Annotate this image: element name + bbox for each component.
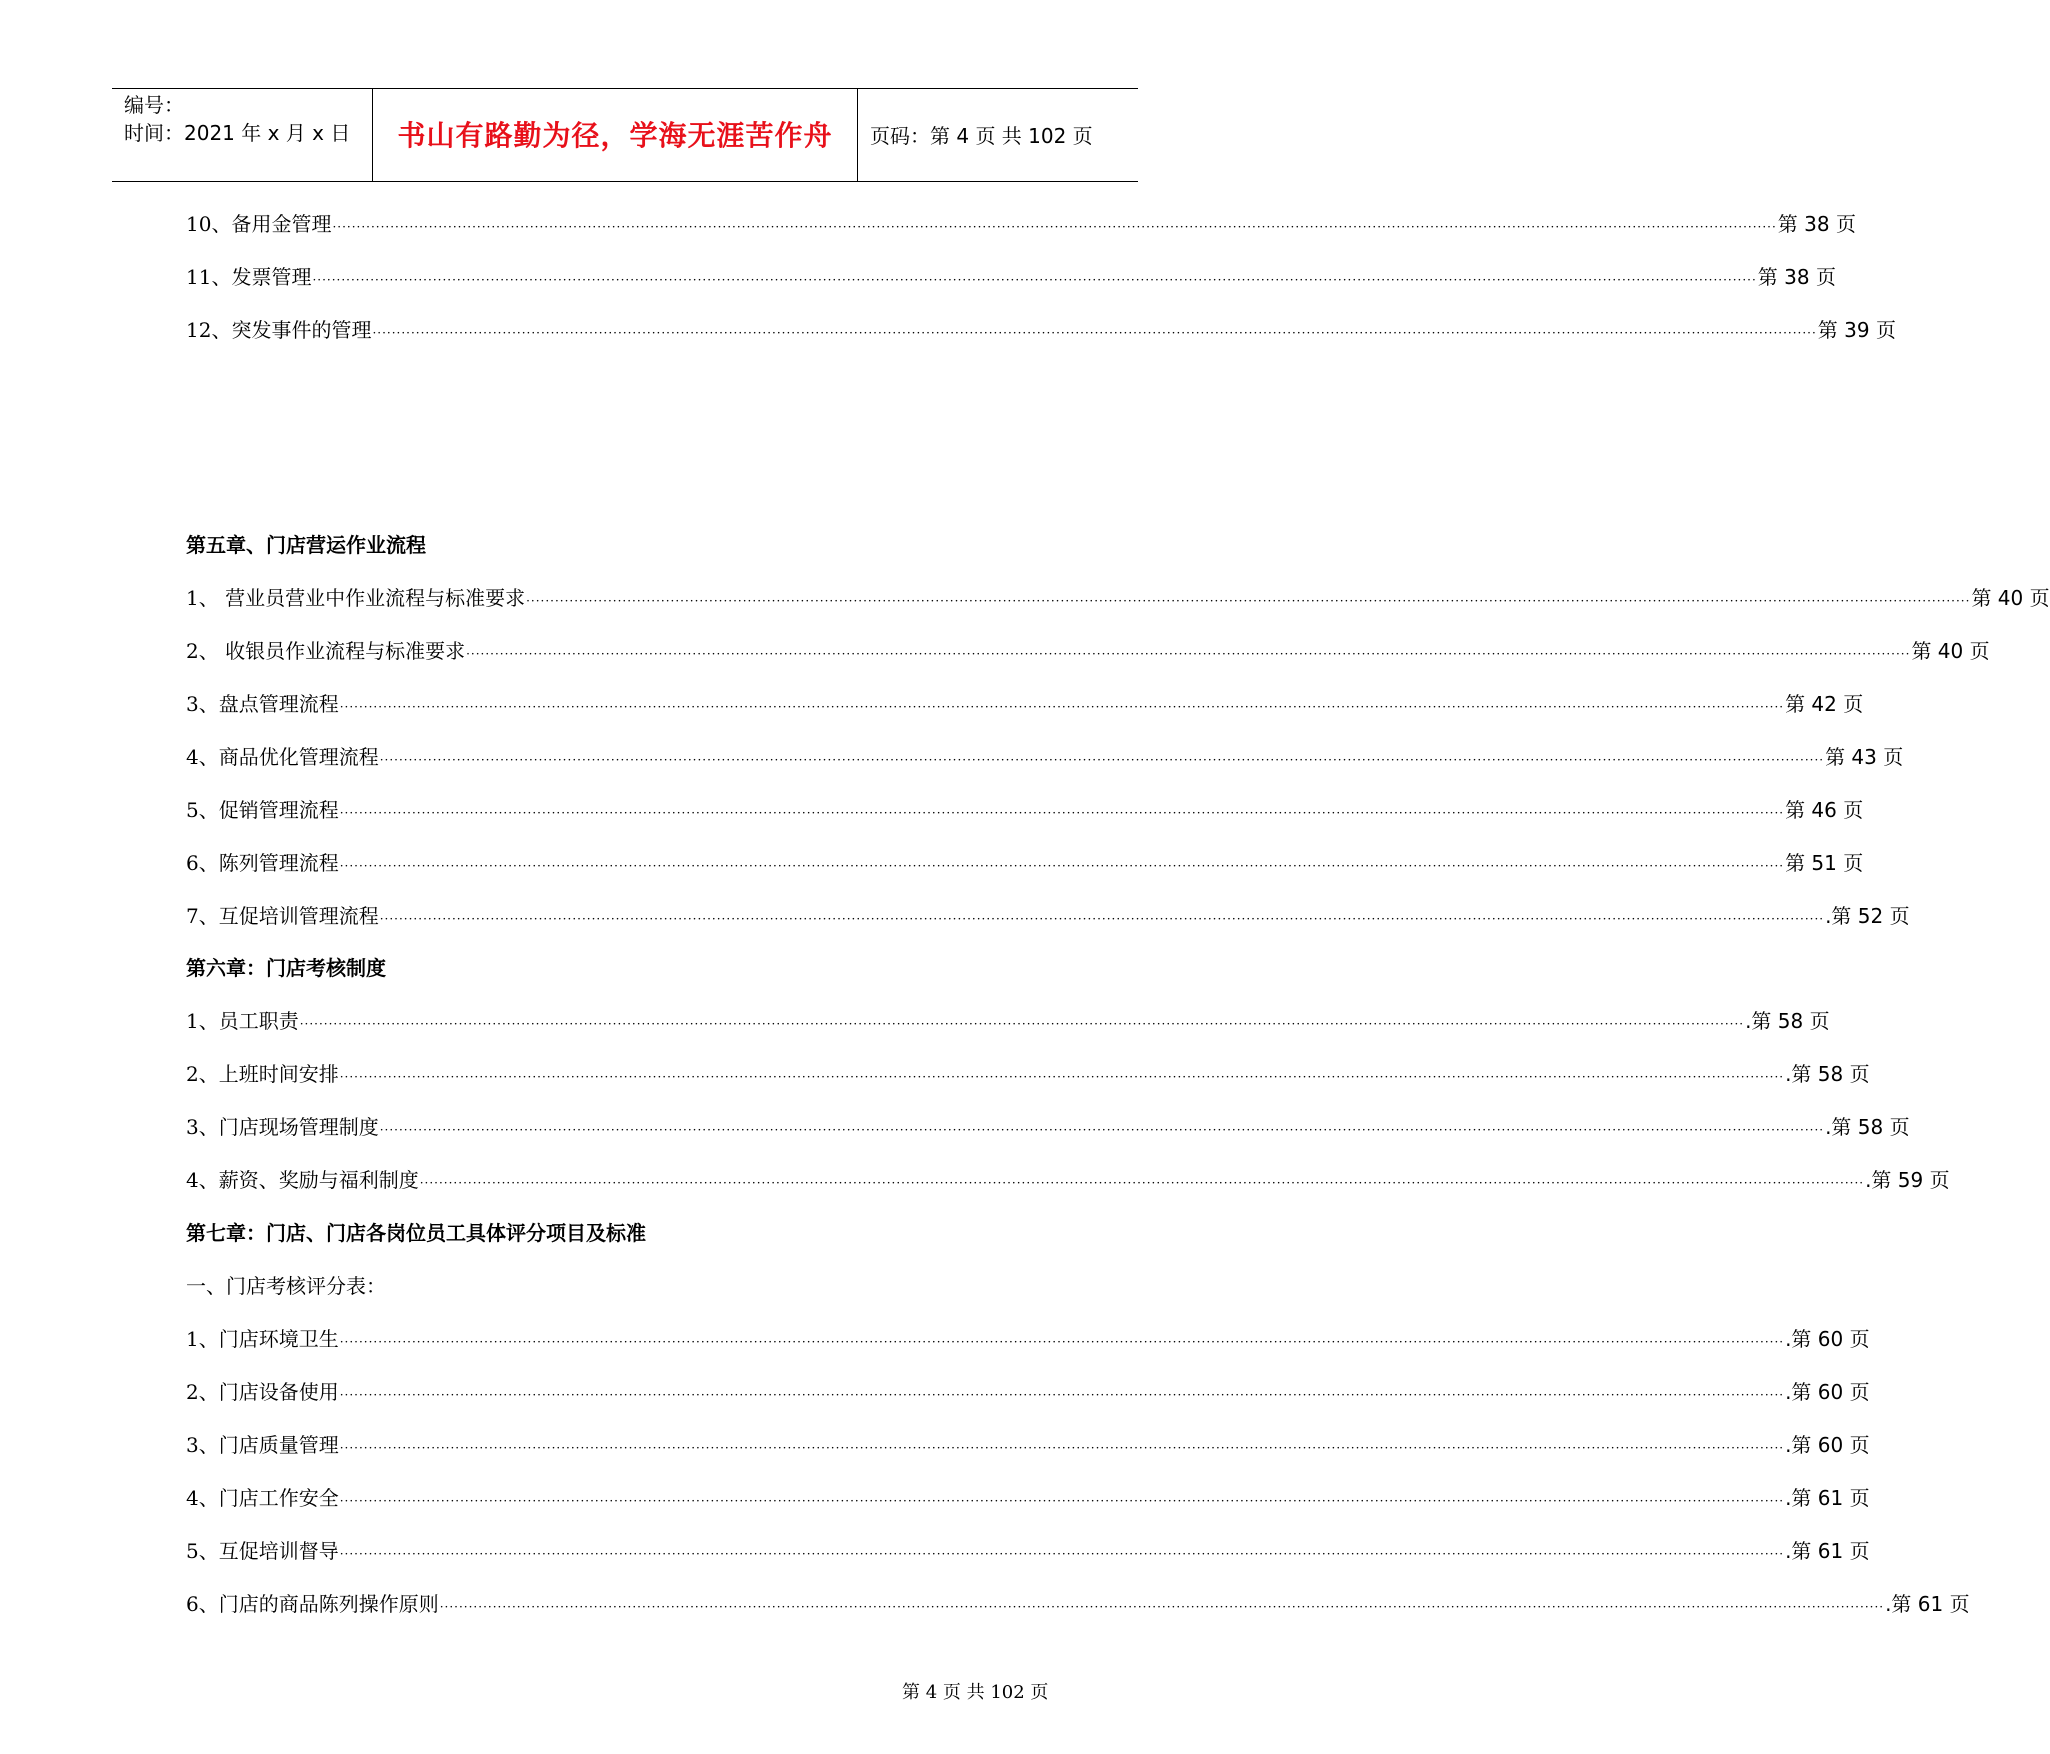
toc-label: 6、门店的商品陈列操作原则 xyxy=(186,1592,439,1616)
toc-leader-dots: ············································································································································································································································································································ xyxy=(299,1017,1745,1031)
toc-label: 2、门店设备使用 xyxy=(186,1380,339,1404)
motto-text: 书山有路勤为径，学海无涯苦作舟 xyxy=(397,119,833,152)
document-time-label: 时间：2021 年 x 月 x 日 xyxy=(124,121,351,145)
toc-page: 第 42 页 xyxy=(1785,692,1864,716)
toc-row[interactable] xyxy=(186,636,1990,666)
toc-page: 第 38 页 xyxy=(1777,212,1856,236)
toc-row[interactable] xyxy=(186,1430,1870,1460)
page-footer: 第 4 页 共 102 页 xyxy=(902,1682,1049,1703)
toc-row[interactable] xyxy=(186,1165,1950,1195)
chapter-heading: 第六章：门店考核制度 xyxy=(186,956,386,980)
section-subtitle: 一、门店考核评分表： xyxy=(186,1274,386,1298)
toc-leader-dots: ············································································································································································································································································································ xyxy=(339,806,1785,820)
toc-page: .第 60 页 xyxy=(1785,1327,1870,1351)
toc-leader-dots: ············································································································································································································································································································ xyxy=(312,273,1757,287)
toc-row[interactable] xyxy=(186,1324,1870,1354)
document-number-label: 编号： xyxy=(124,93,184,117)
toc-row[interactable] xyxy=(186,1112,1910,1142)
toc-leader-dots: ············································································································································································································································································································ xyxy=(466,647,1911,661)
toc-label: 5、互促培训督导 xyxy=(186,1539,339,1563)
toc-page: 第 40 页 xyxy=(1911,639,1990,663)
toc-row[interactable] xyxy=(186,848,1864,878)
toc-page: .第 59 页 xyxy=(1865,1168,1950,1192)
toc-page: 第 46 页 xyxy=(1785,798,1864,822)
toc-label: 10、备用金管理 xyxy=(186,212,332,236)
chapter-heading: 第五章、门店营运作业流程 xyxy=(186,533,426,557)
toc-page: .第 58 页 xyxy=(1825,1115,1910,1139)
toc-label: 2、 收银员作业流程与标准要求 xyxy=(186,639,466,663)
toc-leader-dots: ············································································································································································································································································································ xyxy=(339,1388,1785,1402)
chapter-heading: 第七章：门店、门店各岗位员工具体评分项目及标准 xyxy=(186,1221,646,1245)
toc-page: .第 58 页 xyxy=(1785,1062,1870,1086)
toc-row[interactable] xyxy=(186,1536,1870,1566)
toc-label: 4、门店工作安全 xyxy=(186,1486,339,1510)
toc-leader-dots: ············································································································································································································································································································ xyxy=(332,220,1777,234)
toc-leader-dots: ············································································································································································································································································································ xyxy=(379,912,1825,926)
toc-leader-dots: ············································································································································································································································································································ xyxy=(339,1335,1785,1349)
toc-row[interactable] xyxy=(186,209,1856,239)
toc-row[interactable] xyxy=(186,1483,1870,1513)
toc-leader-dots: ············································································································································································································································································································ xyxy=(339,700,1785,714)
toc-row[interactable] xyxy=(186,689,1864,719)
toc-row[interactable] xyxy=(186,1059,1870,1089)
toc-leader-dots: ············································································································································································································································································································ xyxy=(439,1600,1885,1614)
toc-label: 6、陈列管理流程 xyxy=(186,851,339,875)
toc-label: 4、薪资、奖励与福利制度 xyxy=(186,1168,419,1192)
toc-leader-dots: ············································································································································································································································································································ xyxy=(339,1547,1785,1561)
toc-page: 第 40 页 xyxy=(1971,586,2050,610)
toc-leader-dots: ············································································································································································································································································································ xyxy=(339,1441,1785,1455)
toc-leader-dots: ············································································································································································································································································································ xyxy=(379,753,1825,767)
toc-row[interactable] xyxy=(186,742,1904,772)
toc-label: 1、 营业员营业中作业流程与标准要求 xyxy=(186,586,526,610)
toc-label: 3、门店现场管理制度 xyxy=(186,1115,379,1139)
toc-row[interactable] xyxy=(186,1006,1830,1036)
toc-page: .第 60 页 xyxy=(1785,1380,1870,1404)
toc-page: .第 61 页 xyxy=(1885,1592,1970,1616)
toc-leader-dots: ············································································································································································································································································································ xyxy=(339,859,1785,873)
toc-label: 11、发票管理 xyxy=(186,265,312,289)
toc-row[interactable] xyxy=(186,1589,1970,1619)
toc-label: 5、促销管理流程 xyxy=(186,798,339,822)
toc-label: 3、盘点管理流程 xyxy=(186,692,339,716)
toc-label: 3、门店质量管理 xyxy=(186,1433,339,1457)
toc-leader-dots: ············································································································································································································································································································ xyxy=(372,326,1817,340)
toc-row[interactable] xyxy=(186,583,2050,613)
toc-page: .第 58 页 xyxy=(1745,1009,1830,1033)
toc-leader-dots: ············································································································································································································································································································ xyxy=(526,594,1971,608)
toc-leader-dots: ············································································································································································································································································································ xyxy=(379,1123,1825,1137)
toc-label: 7、互促培训管理流程 xyxy=(186,904,379,928)
toc-label: 2、上班时间安排 xyxy=(186,1062,339,1086)
toc-row[interactable] xyxy=(186,315,1896,345)
toc-leader-dots: ············································································································································································································································································································ xyxy=(339,1070,1785,1084)
toc-page: 第 38 页 xyxy=(1757,265,1836,289)
toc-page: .第 61 页 xyxy=(1785,1486,1870,1510)
toc-page: 第 39 页 xyxy=(1817,318,1896,342)
toc-page: 第 51 页 xyxy=(1785,851,1864,875)
toc-label: 1、员工职责 xyxy=(186,1009,299,1033)
toc-row[interactable] xyxy=(186,1377,1870,1407)
toc-row[interactable] xyxy=(186,795,1864,825)
header-page-code: 页码：第 4 页 共 102 页 xyxy=(870,124,1093,148)
toc-label: 1、门店环境卫生 xyxy=(186,1327,339,1351)
toc-label: 4、商品优化管理流程 xyxy=(186,745,379,769)
toc-page: 第 43 页 xyxy=(1825,745,1904,769)
toc-page: .第 61 页 xyxy=(1785,1539,1870,1563)
toc-row[interactable] xyxy=(186,262,1836,292)
toc-label: 12、突发事件的管理 xyxy=(186,318,372,342)
toc-leader-dots: ············································································································································································································································································································ xyxy=(339,1494,1785,1508)
toc-leader-dots: ············································································································································································································································································································ xyxy=(419,1176,1865,1190)
toc-row[interactable] xyxy=(186,901,1910,931)
toc-page: .第 60 页 xyxy=(1785,1433,1870,1457)
toc-page: .第 52 页 xyxy=(1825,904,1910,928)
